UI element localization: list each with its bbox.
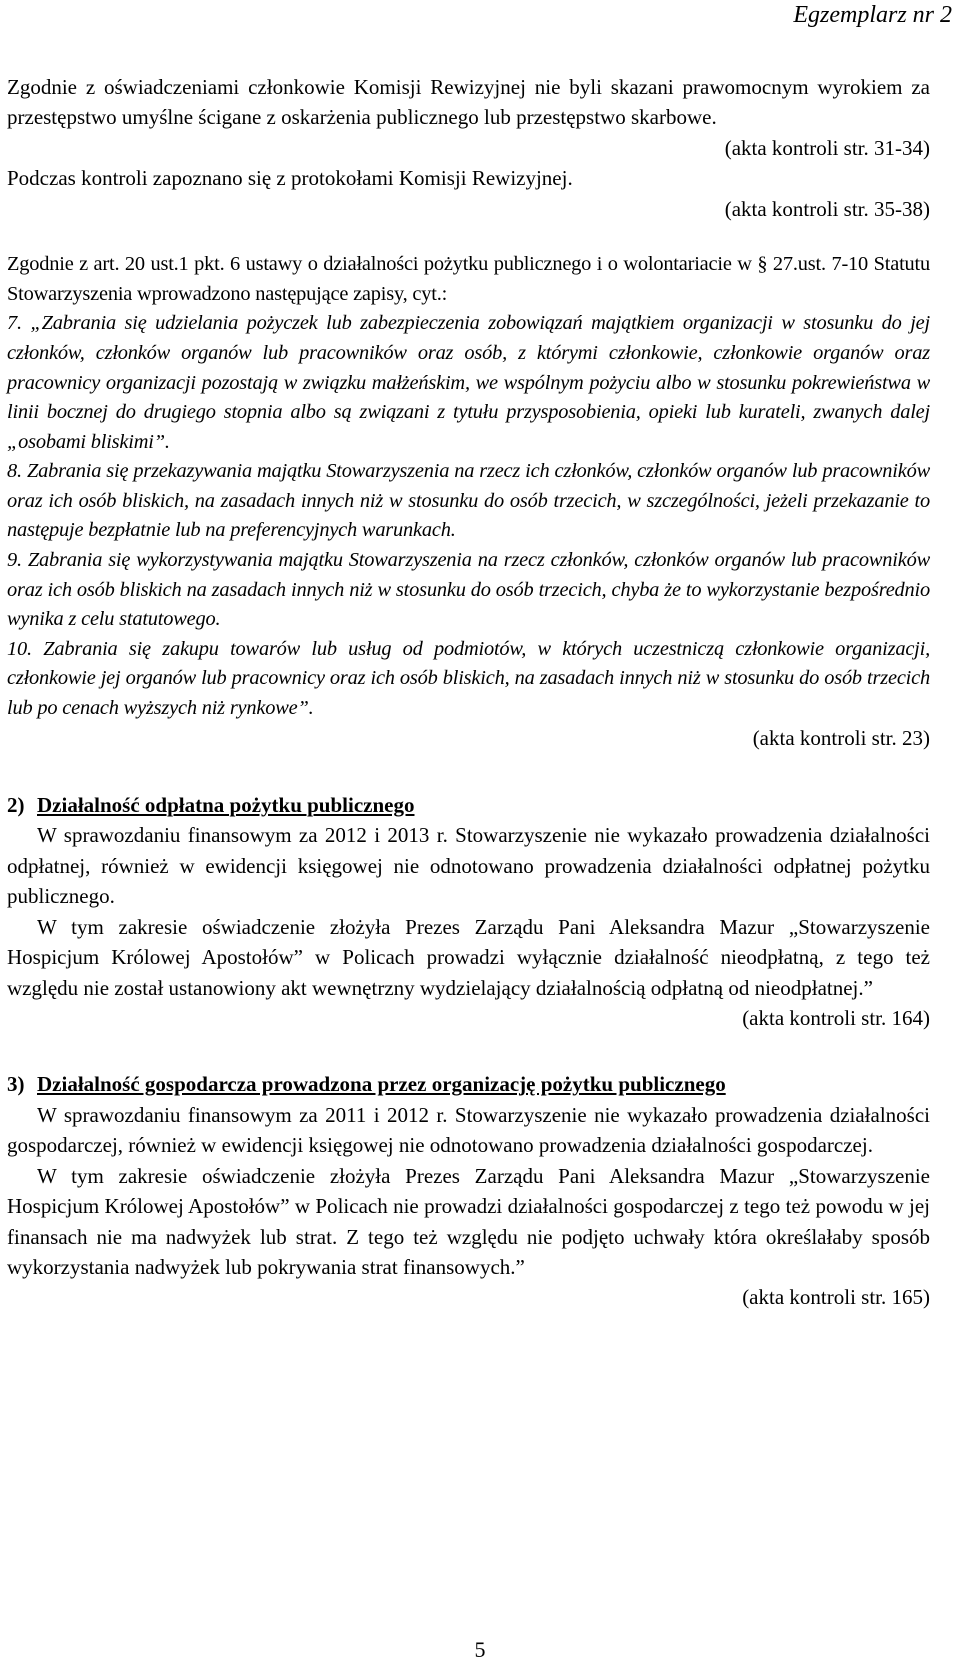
statute-intro-paragraph: Zgodnie z art. 20 ust.1 pkt. 6 ustawy o działalności pożytku publicznego i o wolontariacie w § 27.ust. 7-10 Statutu Stowarzyszenia wprowadzono następujące zapisy, cyt.: (7, 253, 930, 305)
section-title: Działalność odpłatna pożytku publicznego (37, 792, 415, 817)
section-paragraph: W sprawozdaniu finansowym za 2011 i 2012 r. Stowarzyszenie nie wykazało prowadzenia działalności gospodarczej, również w ewidencji księgowej nie odnotowano prowadzenia działalności gospodarczej. (7, 1102, 930, 1158)
item-text: „Zabrania się udzielania pożyczek lub zabezpieczenia zobowiązań majątkiem organizacji w stosunku do jej członków, członków organów lub pracowników oraz osób, z którymi członkowie, członkowie organów oraz pracownicy organizacji pozostają w związku małżeńskim, we wspólnym pożyciu albo w stosunku pokrewieństwa w linii bocznej do drugiego stopnia albo są związani z tytułu przysposobienia, opieki lub kurateli, zwanych dalej „osobami bliskimi”. (7, 312, 930, 453)
files-reference: (akta kontroli str. 23) (752, 726, 930, 751)
item-text: Zabrania się zakupu towarów lub usług od podmiotów, w których uczestniczą członkowie organizacji, członkowie jej organów lub pracownicy oraz ich osób bliskich, na zasadach innych niż w stosunku do osób trzecich lub po cenach wyższych niż rynkowe”. (7, 637, 931, 719)
files-reference: (akta kontroli str. 164) (742, 1005, 930, 1030)
item-number: 9. (7, 548, 22, 571)
files-reference: (akta kontroli str. 35-38) (724, 196, 930, 221)
files-reference: (akta kontroli str. 31-34) (724, 135, 930, 160)
section-paragraph: W tym zakresie oświadczenie złożyła Prezes Zarządu Pani Aleksandra Mazur „Stowarzyszenie Hospicjum Królowej Apostołów” w Policach nie prowadzi działalności gospodarczej z tego też powodu w jej finansach nie ma nadwyżek lub strat. Z tego też względu nie podjęto uchwały która określałaby sposób wykorzystania nadwyżek lub pokrywania strat finansowych.” (7, 1163, 930, 1279)
statute-item-7 (7, 309, 930, 457)
section-heading (7, 790, 930, 820)
page-number: 5 (474, 1637, 486, 1662)
section-title: Działalność gospodarcza prowadzona przez organizację pożytku publicznego (37, 1072, 726, 1097)
section-number: 2) (7, 792, 25, 817)
statute-item-9 (7, 546, 930, 635)
item-number: 7. (7, 312, 22, 335)
commission-statement-paragraph: Zgodnie z oświadczeniami członkowie Komisji Rewizyjnej nie byli skazani prawomocnym wyrokiem za przestępstwo umyślne ścigane z oskarżenia publicznego lub przestępstwo skarbowe. (7, 75, 930, 130)
item-text: Zabrania się wykorzystywania majątku Stowarzyszenia na rzecz członków, członków organów lub pracowników oraz ich osób bliskich na zasadach innych niż w stosunku do osób trzecich, chyba że to wykorzystanie bezpośrednio wynika z celu statutowego. (7, 548, 930, 631)
section-paragraph: W tym zakresie oświadczenie złożyła Prezes Zarządu Pani Aleksandra Mazur „Stowarzyszenie Hospicjum Królowej Apostołów” w Policach prowadzi wyłącznie działalność nieodpłatną, z tego też względu nie został ustanowiony akt wewnętrzny wydzielający działalnością odpłatną od nieodpłatnej.” (7, 914, 930, 1000)
copy-label: Egzemplarz nr 2 (793, 2, 952, 28)
statute-item-8 (7, 457, 930, 546)
item-text: Zabrania się przekazywania majątku Stowarzyszenia na rzecz ich członków, członków organów lub pracowników oraz ich osób bliskich, na zasadach innych niż w stosunku do osób trzecich, w szczególności, jeżeli przekazanie to następuje bezpłatnie lub na preferencyjnych warunkach. (7, 460, 931, 542)
section-number: 3) (7, 1072, 25, 1097)
document-body (7, 72, 930, 1313)
files-reference: (akta kontroli str. 165) (742, 1285, 930, 1310)
statute-item-10 (7, 635, 930, 724)
section-heading (7, 1069, 930, 1099)
protocols-paragraph: Podczas kontroli zapoznano się z protokołami Komisji Rewizyjnej. (7, 166, 573, 191)
item-number: 10. (7, 637, 32, 660)
section-paragraph: W sprawozdaniu finansowym za 2012 i 2013 r. Stowarzyszenie nie wykazało prowadzenia działalności odpłatnej, również w ewidencji księgowej nie odnotowano prowadzenia działalności odpłatnej pożytku publicznego. (7, 823, 930, 909)
item-number: 8. (7, 460, 22, 483)
